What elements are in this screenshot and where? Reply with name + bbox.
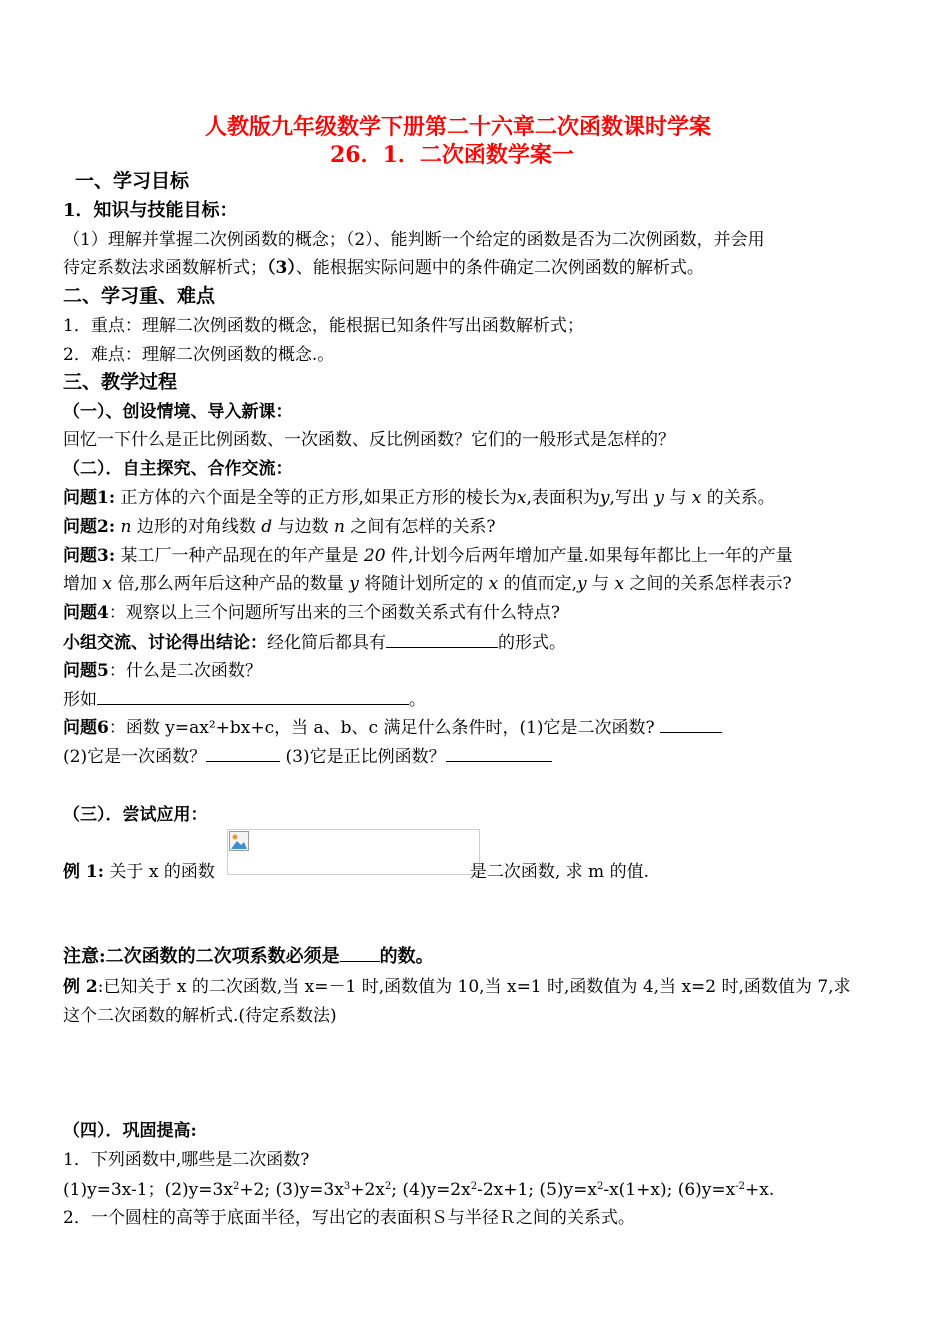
subheading-3-4: （四）．巩固提高: [63, 1121, 197, 1141]
goal-text-b: （3） [267, 258, 296, 278]
subheading-3-2: （二）．自主探究、合作交流： [63, 459, 293, 479]
section-heading-1: 一、学习目标 [75, 170, 190, 192]
subheading-3-1: （一）、创设情境、导入新课： [63, 402, 293, 422]
question-4: 问题4：观察以上三个问题所写出来的三个函数关系式有什么特点? [63, 603, 560, 623]
question-2: 问题2: n 边形的对角线数 d 与边数 n 之间有怎样的关系? [63, 517, 496, 537]
goal-text-a: 待定系数法求函数解析式； [63, 258, 267, 278]
question-5-form: 形如 。 [63, 690, 426, 710]
key-point: 1．重点：理解二次例函数的概念，能根据已知条件写出函数解析式； [63, 316, 584, 336]
question-1: 问题1: 正方体的六个面是全等的正方形,如果正方形的棱长为x,表面积为y,写出 y 与 x 的关系。 [63, 488, 775, 508]
doc-title-line2: 26．1．二次函数学案一 [330, 142, 574, 168]
broken-image-icon [229, 831, 249, 851]
question-5: 问题5：什么是二次函数？ [63, 661, 262, 681]
fill-blank[interactable] [386, 631, 498, 648]
question-6-continued: (2)它是一次函数？ (3)它是正比例函数？ [63, 745, 552, 769]
question-3-continued: 增加 x 倍,那么两年后这种产品的数量 y 将随计划所定的 x 的值而定,y 与 x 之间的关系怎样表示? [63, 574, 792, 594]
paragraph-goal-1: （1）理解并掌握二次例函数的概念；（2）、能判断一个给定的函数是否为二次例函数，并会用 [63, 230, 765, 250]
question-6: 问题6：函数 y=ax²+bx+c，当 a、b、c 满足什么条件时，(1)它是二次函数? [63, 716, 722, 740]
practice-1-list: (1)y=3x-1；$(2)y=3x^2+2$; $(3)y=3x^3+2x^2$; $(4)y=2x^2-2x+1$; $(5)y=x^2-x(1+x)$; $(6)y=x^{-2}+x$. [63, 1180, 775, 1200]
recall-paragraph: 回忆一下什么是正比例函数、一次函数、反比例函数？它们的一般形式是怎样的？ [63, 430, 675, 450]
note-line: 注意:二次函数的二次项系数必须是 的数。 [63, 946, 434, 967]
difficult-point: 2．难点：理解二次例函数的概念.。 [63, 345, 335, 365]
practice-2: 2．一个圆柱的高等于底面半径，写出它的表面积Ｓ与半径Ｒ之间的关系式。 [63, 1208, 635, 1228]
section-heading-3: 三、教学过程 [63, 371, 178, 393]
fill-blank[interactable] [206, 745, 280, 762]
fill-blank[interactable] [446, 745, 552, 762]
group-conclusion: 小组交流、讨论得出结论：经化简后都具有 的形式。 [63, 633, 566, 653]
example-2-continued: 这个二次函数的解析式.(待定系数法) [63, 1006, 337, 1026]
goal-text-c: 、能根据实际问题中的条件确定二次例函数的解析式。 [295, 258, 704, 278]
fill-blank[interactable] [660, 716, 722, 733]
fill-blank[interactable] [97, 688, 409, 705]
fill-blank[interactable] [340, 945, 380, 962]
section-heading-2: 二、学习重、难点 [63, 285, 216, 307]
subheading-3-3: （三）．尝试应用： [63, 805, 208, 825]
example-2: 例 2:已知关于 x 的二次函数,当 x=－1 时,函数值为 10,当 x=1 时,函数值为 4,当 x=2 时,函数值为 7,求 [63, 977, 851, 997]
practice-1: 1．下列函数中,哪些是二次函数? [63, 1150, 310, 1170]
paragraph-goal-2 [63, 256, 704, 280]
doc-title-line1: 人教版九年级数学下册第二十六章二次函数课时学案 [205, 114, 712, 140]
subheading-1-1: 1．知识与技能目标： [63, 200, 238, 221]
example-1: 例 1: 关于 x 的函数 是二次函数, 求 m 的值. [63, 862, 649, 882]
question-3: 问题3: 某工厂一种产品现在的年产量是 20 件,计划今后两年增加产量.如果每年都比上一年的产量 [63, 546, 793, 566]
